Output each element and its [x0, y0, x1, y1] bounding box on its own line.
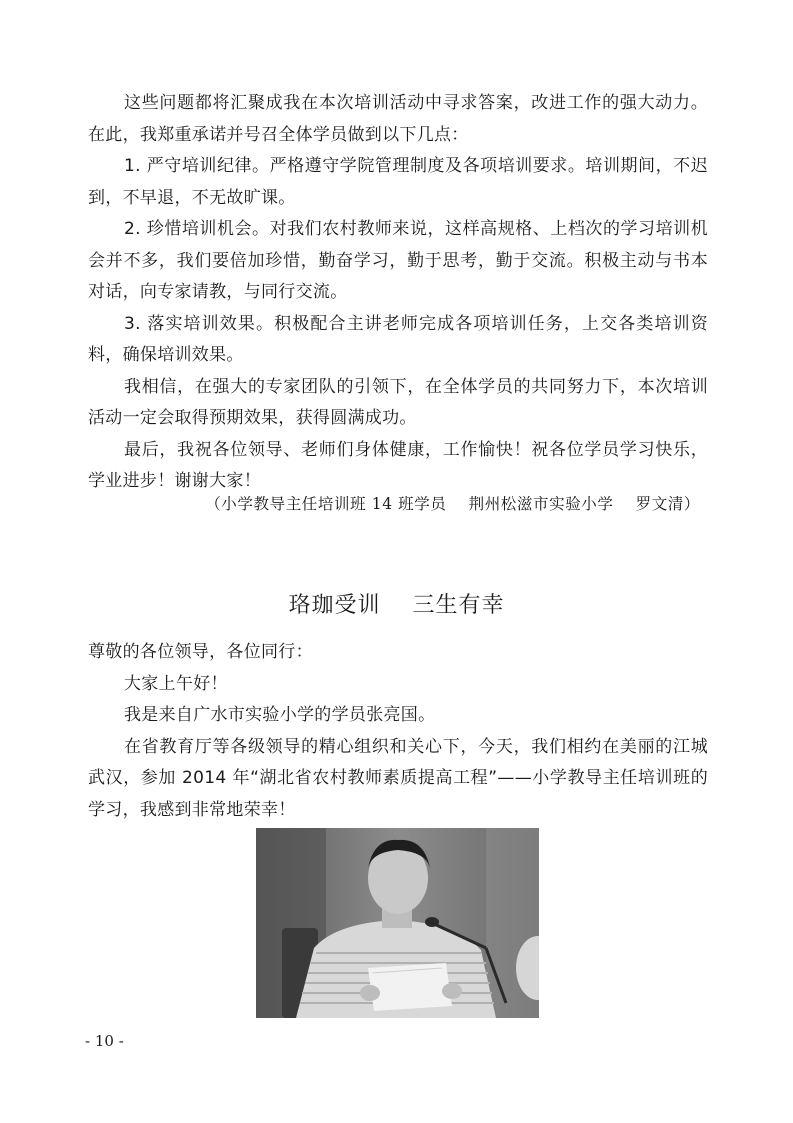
paragraph: 我是来自广水市实验小学的学员张亮国。 — [124, 705, 436, 725]
page-number: - 10 - — [85, 1032, 124, 1050]
section-title: 珞珈受训 三生有幸 — [288, 593, 505, 618]
paragraph: 我相信，在强大的专家团队的引领下，在全体学员的共同努力下，本次培训活动一定会取得预期效果，获得圆满成功。 — [88, 376, 708, 428]
paragraph: 1. 严守培训纪律。严格遵守学院管理制度及各项培训要求。培训期间，不迟到，不早退，不无故旷课。 — [88, 156, 708, 208]
author-signature: （小学教导主任培训班 14 班学员 荆州松滋市实验小学 罗文清） — [205, 495, 700, 513]
paragraph: 这些问题都将汇聚成我在本次培训活动中寻求答案，改进工作的强大动力。在此，我郑重承诺并号召全体学员做到以下几点： — [88, 93, 708, 145]
paragraph: 最后，我祝各位领导、老师们身体健康，工作愉快！祝各位学员学习快乐，学业进步！谢谢大家！ — [88, 439, 708, 491]
paragraph: 3. 落实培训效果。积极配合主讲老师完成各项培训任务，上交各类培训资料，确保培训效果。 — [88, 313, 708, 365]
speaker-photo — [256, 828, 539, 1018]
salutation: 尊敬的各位领导，各位同行： — [88, 642, 313, 662]
lower-text-block — [88, 637, 708, 826]
paragraph: 2. 珍惜培训机会。对我们农村教师来说，这样高规格、上档次的学习培训机会并不多，我们要倍加珍惜，勤奋学习，勤于思考，勤于交流。积极主动与书本对话，向专家请教，与同行交流。 — [88, 219, 708, 302]
paragraph: 大家上午好！ — [124, 673, 228, 694]
paragraph: 在省教育厅等各级领导的精心组织和关心下，今天，我们相约在美丽的江城武汉，参加 2014 年“湖北省农村教师素质提高工程”——小学教导主任培训班的学习，我感到非常地荣幸！ — [88, 736, 708, 820]
upper-text-block — [88, 88, 708, 498]
speaker-photo-illustration — [256, 828, 539, 1018]
